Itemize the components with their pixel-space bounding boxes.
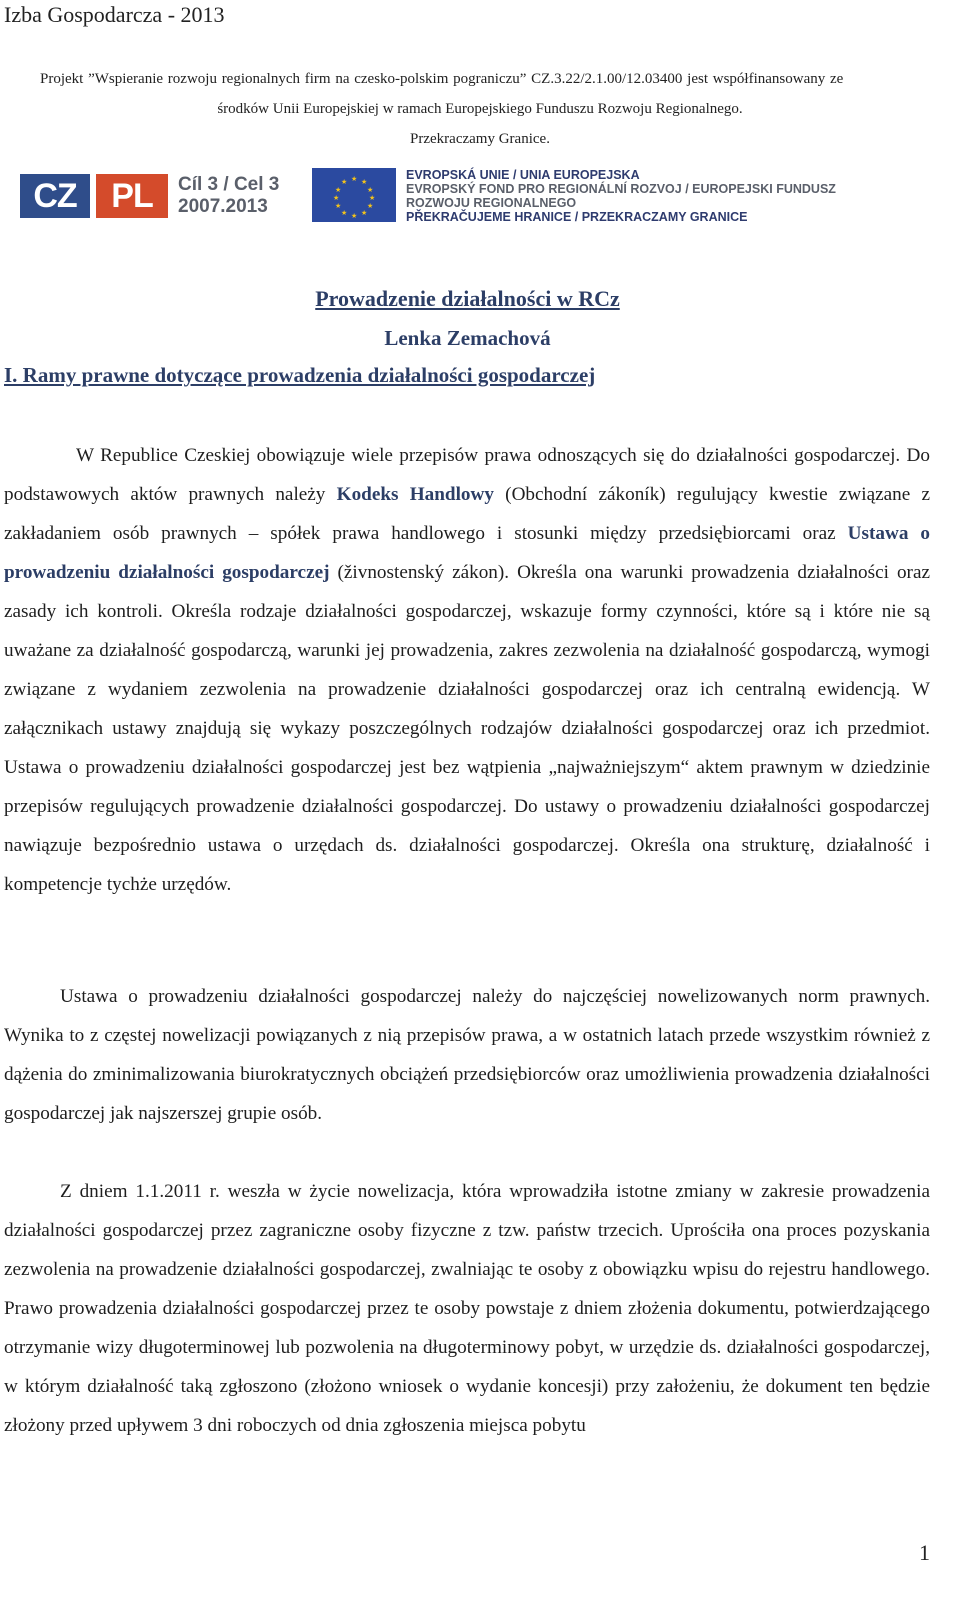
eu-flag-icon: ★ ★ ★ ★ ★ ★ ★ ★ ★ ★ ★ ★ [312,168,396,222]
document-author: Lenka Zemachová [384,326,551,350]
document-header-title: Izba Gospodarcza - 2013 [4,2,225,27]
p1-text-e: (živnostenský zákon). Określa ona warunki prowadzenia działalności oraz zasady ich kontroli. Określa rodzaje działalności gospodarczej, wskazuje formy czynności, które są i które nie są uważane za działalność gospodarczą, warunki jej prowadzenia, zakres zezwolenia na działalność gospodarczą, wymogi związane z wydaniem zezwolenia na prowadzenie działalności gospodarczej oraz ich centralną ewidencją. W załącznikach ustawy znajdują się wykazy poszczególnych rodzajów działalności gospodarczej oraz ich przedmiot. Ustawa o prowadzeniu działalności gospodarczej jest bez wątpienia „najważniejszym“ aktem prawnym w dziedzinie przepisów regulujących prowadzenie działalności gospodarczej. Do ustawy o prowadzeniu działalności gospodarczej nawiązuje bezpośrednio ustawa o urzędach ds. działalności gospodarczej. Określa ona strukturę, działalność i kompetencje tychże urzędów. [4,562,930,895]
p1-text-a: W Republice Czeskiej obowiązuje wiele przepisów prawa odnoszących się do działalności gospodarczej. Do podstawowych aktów prawnych należy [4,445,930,505]
page-number: 1 [919,1540,930,1565]
paragraph-3: Z dniem 1.1.2011 r. weszła w życie nowelizacja, która wprowadziła istotne zmiany w zakresie prowadzenia działalności gospodarczej przez zagraniczne osoby fizyczne z tzw. państw trzecich. Uprościła ona proces pozyskania zezwolenia na prowadzenie działalności gospodarczej, zwalniając te osoby z obowiązku wpisu do rejestru handlowego. Prawo prowadzenia działalności gospodarczej przez te osoby powstaje z dniem złożenia dokumentu, potwierdzającego otrzymanie wizy długoterminowej lub pozwolenia na długoterminowy pobyt, w urzędzie ds. działalności gospodarczej, w którym działalność taką zgłoszono (złożono wniosek o wydanie koncesji) przy założeniu, że dokument ten będzie złożony przed upływem 3 dni roboczych od dnia zgłoszenia miejsca pobytu [4,1181,930,1436]
cil-cel-logo-text [178,174,279,218]
section-heading: I. Ramy prawne dotyczące prowadzenia działalności gospodarczej [4,363,596,387]
p1-bold-kodeks: Kodeks Handlowy [336,484,494,505]
cil-line-2: 2007.2013 [178,196,268,217]
eu-program-text [406,168,850,224]
pl-logo: PL [96,174,168,218]
eu-line-3: PŘEKRAČUJEME HRANICE / PRZEKRACZAMY GRANICE [406,210,748,224]
p1-text-c: (Obchodní zákoník) regulujący kwestie związane z zakładaniem osób prawnych – spółek prawa handlowego i stosunki między przedsiębiorcami oraz [4,484,930,544]
logo-strip [20,168,850,228]
paragraph-1 [4,436,930,904]
cz-logo: CZ [20,174,90,218]
eu-line-2: EVROPSKÝ FOND PRO REGIONÁLNÍ ROZVOJ / EUROPEJSKI FUNDUSZ ROZWOJU REGIONALNEGO [406,182,836,210]
project-line-1: Projekt ”Wspieranie rozwoju regionalnych firm na czesko-polskim pograniczu” CZ.3.22/2.1.00/12.03400 jest współfinansowany ze [40,71,844,87]
eu-line-1: EVROPSKÁ UNIE / UNIA EUROPEJSKA [406,168,640,182]
paragraph-2: Ustawa o prowadzeniu działalności gospodarczej należy do najczęściej nowelizowanych norm prawnych. Wynika to z częstej nowelizacji powiązanych z nią przepisów prawa, a w ostatnich latach przede wszystkim również z dążenia do zminimalizowania biurokratycznych obciążeń przedsiębiorców oraz umożliwienia prowadzenia działalności gospodarczej jak najszerszej grupie osób. [4,986,930,1124]
cil-line-1: Cíl 3 / Cel 3 [178,174,280,195]
project-line-2: środków Unii Europejskiej w ramach Europejskiego Funduszu Rozwoju Regionalnego. [217,101,743,117]
project-line-3: Przekraczamy Granice. [410,131,550,147]
p1-bold-ustawa: Ustawa o prowadzeniu działalności gospodarczej [4,523,930,583]
document-title: Prowadzenie działalności w RCz [315,286,620,311]
